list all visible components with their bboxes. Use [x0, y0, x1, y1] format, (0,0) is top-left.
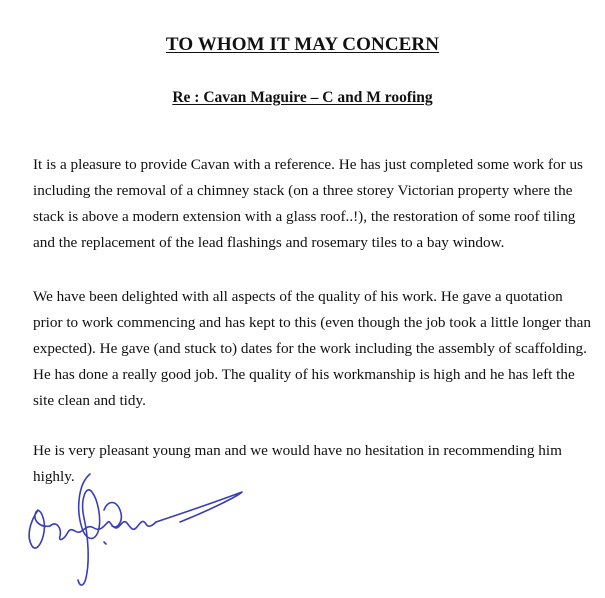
signature-stroke-body: [50, 521, 156, 539]
signature-stroke-dot: [104, 542, 106, 544]
letter-title: TO WHOM IT MAY CONCERN: [165, 34, 440, 55]
paragraph-recommendation: He is very pleasant young man and we would have no hesitation in recommending him highly.: [33, 442, 562, 485]
letter-subject: Re : Cavan Maguire – C and M roofing: [172, 89, 433, 106]
paragraph-intro: It is a pleasure to provide Cavan with a reference. He has just completed some work for us including the removal of a chimney stack (on a three storey Victorian property where the stack is above a modern extension with a glass roof..!), the restoration of some roof tiling and the replacement of the lead flashings and rosemary tiles to a bay window.: [33, 156, 583, 251]
signature-stroke-initial: [29, 510, 50, 548]
paragraph-quality: We have been delighted with all aspects of the quality of his work. He gave a quotation prior to work commencing and has kept to this (even though the job took a little longer than expected). He gave (and stuck to) dates for the work including the assembly of scaffolding. He has done a really good job. The quality of his workmanship is high and he has left the site clean and tidy.: [33, 288, 592, 409]
handwritten-signature: [20, 470, 250, 595]
signature-stroke-tail: [156, 492, 242, 522]
